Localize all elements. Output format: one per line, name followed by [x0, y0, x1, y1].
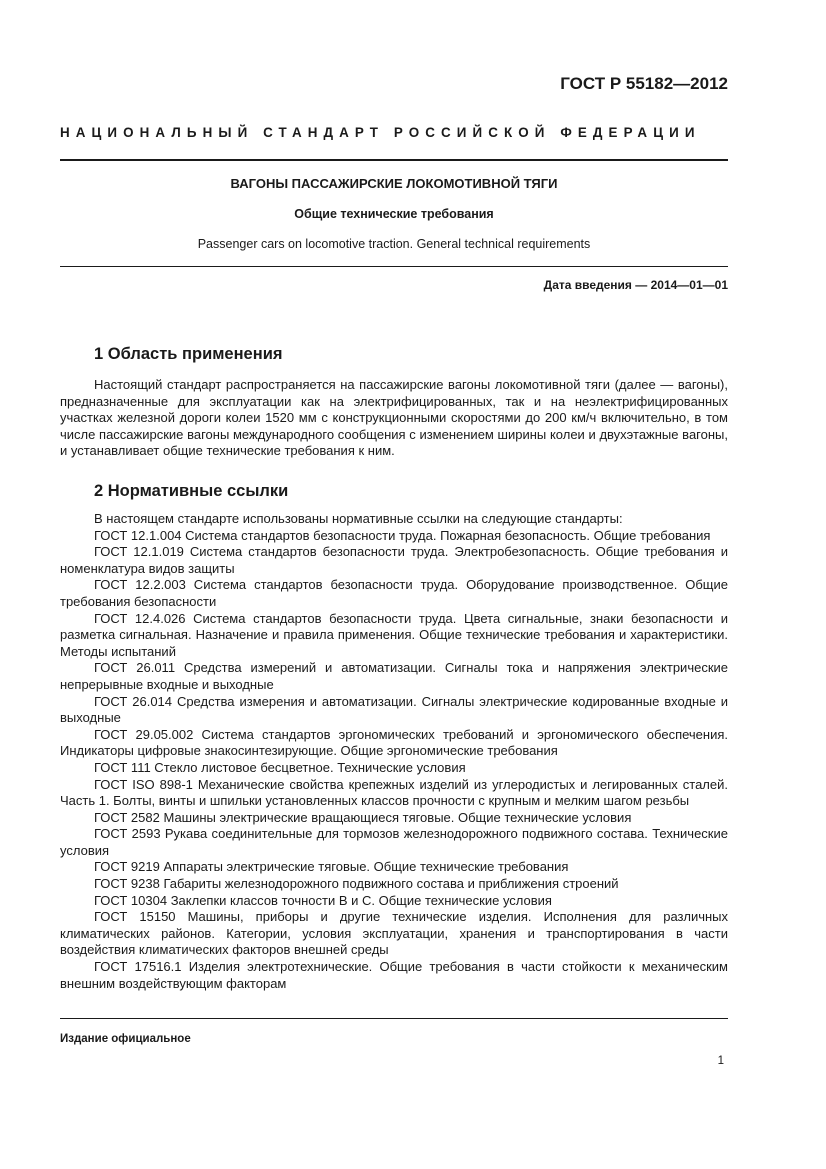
footer-divider: [60, 1018, 728, 1019]
reference-item: ГОСТ 2582 Машины электрические вращающиеся тяговые. Общие технические условия: [94, 809, 632, 825]
document-title: ВАГОНЫ ПАССАЖИРСКИЕ ЛОКОМОТИВНОЙ ТЯГИ: [230, 176, 558, 191]
section-heading-references: 2 Нормативные ссылки: [94, 482, 289, 500]
reference-item: ГОСТ ISO 898-1 Механические свойства крепежных изделий из углеродистых и легированных сталей. Часть 1. Болты, винты и шпильки установленных классов прочности с крупным и мелким шагом резьбы: [60, 776, 728, 809]
header-divider: [60, 159, 728, 161]
reference-item: ГОСТ 12.4.026 Система стандартов безопасности труда. Цвета сигнальные, знаки безопасности и разметка сигнальная. Назначение и правила применения. Общие технические требования и характеристики. Методы испытаний: [60, 610, 728, 659]
english-title: Passenger cars on locomotive traction. General technical requirements: [197, 237, 591, 251]
reference-item: ГОСТ 2593 Рукава соединительные для тормозов железнодорожного подвижного состава. Технические условия: [60, 826, 728, 858]
reference-item: ГОСТ 26.011 Средства измерений и автоматизации. Сигналы тока и напряжения электрические непрерывные входные и выходные: [60, 660, 728, 692]
reference-item: ГОСТ 12.2.003 Система стандартов безопасности труда. Оборудование производственное. Общие требования безопасности: [60, 577, 728, 609]
edition-label: Издание официальное: [60, 1033, 191, 1045]
reference-item: ГОСТ 10304 Заклепки классов точности В и С. Общие технические условия: [94, 892, 552, 908]
document-number: ГОСТ Р 55182—2012: [560, 74, 728, 93]
reference-item: ГОСТ 111 Стекло листовое бесцветное. Технические условия: [94, 759, 466, 775]
reference-intro: В настоящем стандарте использованы нормативные ссылки на следующие стандарты:: [94, 511, 623, 526]
references-list: [60, 511, 728, 992]
reference-item: ГОСТ 17516.1 Изделия электротехнические. Общие требования в части стойкости к механическим внешним воздействующим факторам: [60, 959, 728, 991]
page-number: 1: [717, 1055, 724, 1067]
document-subtitle: Общие технические требования: [294, 207, 494, 221]
reference-item: ГОСТ 12.1.004 Система стандартов безопасности труда. Пожарная безопасность. Общие требования: [94, 527, 711, 543]
reference-item: ГОСТ 12.1.019 Система стандартов безопасности труда. Электробезопасность. Общие требования и номенклатура видов защиты: [60, 544, 728, 576]
introduction-date: Дата введения — 2014—01—01: [543, 278, 728, 292]
scope-paragraph: Настоящий стандарт распространяется на пассажирские вагоны локомотивной тяги (далее — вагоны), предназначенные для эксплуатации как на электрифицированных, так и на неэлектрифицированных участках железной дороги колеи 1520 мм с конструкционными скоростями до 200 км/ч включительно, в том числе пассажирские вагоны международного сообщения с изменением ширины колеи и двухэтажные вагоны, и устанавливает общие технические требования к ним.: [60, 377, 728, 459]
reference-item: ГОСТ 29.05.002 Система стандартов эргономических требований и эргономического обеспечения. Индикаторы цифровые знакосинтезирующие. Общие эргономические требования: [60, 726, 728, 759]
reference-item: ГОСТ 9219 Аппараты электрические тяговые. Общие технические требования: [94, 859, 569, 875]
national-standard-banner: НАЦИОНАЛЬНЫЙ СТАНДАРТ РОССИЙСКОЙ ФЕДЕРАЦИИ: [60, 125, 701, 140]
reference-item: ГОСТ 15150 Машины, приборы и другие технические изделия. Исполнения для различных климатических районов. Категории, условия эксплуатации, хранения и транспортирования в части воздействия климатических факторов внешней среды: [60, 909, 728, 958]
reference-item: ГОСТ 9238 Габариты железнодорожного подвижного состава и приближения строений: [94, 876, 619, 892]
section-heading-scope: 1 Область применения: [94, 345, 283, 363]
reference-item: ГОСТ 26.014 Средства измерения и автоматизации. Сигналы электрические кодированные входные и выходные: [60, 693, 728, 726]
title-divider: [60, 266, 728, 267]
